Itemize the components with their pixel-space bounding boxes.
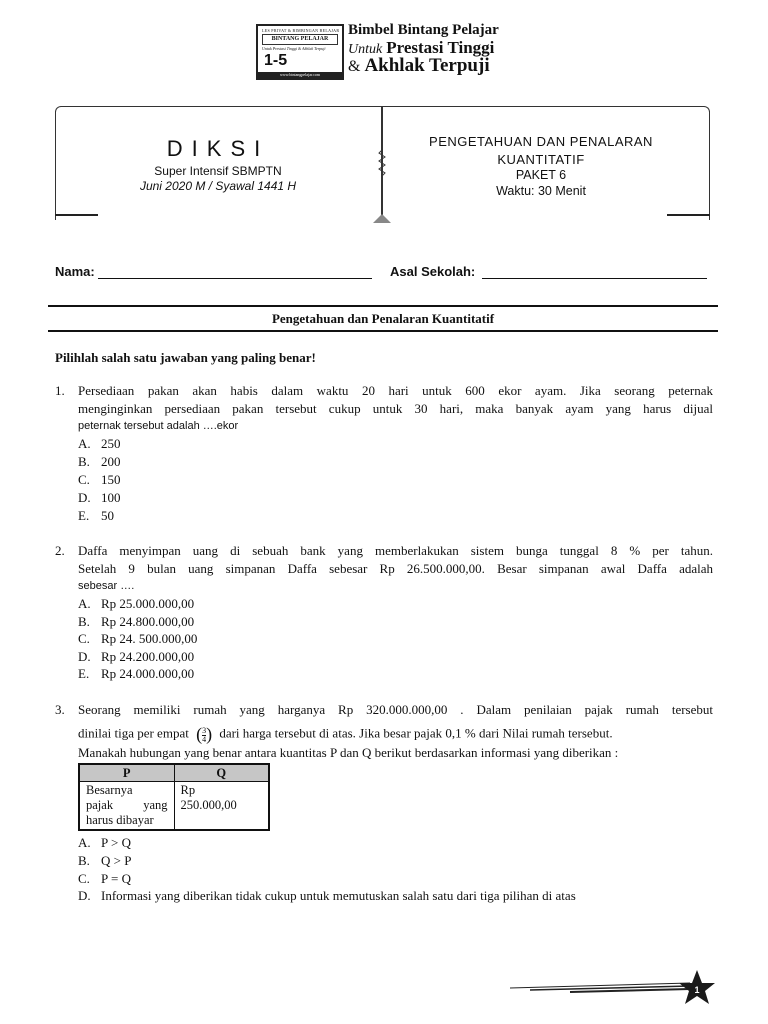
option-text: P > Q xyxy=(101,835,131,850)
subject-line-1: PENGETAHUAN DAN PENALARAN xyxy=(429,134,653,149)
option-label: A. xyxy=(78,436,91,451)
header-date: Juni 2020 M / Syawal 1441 H xyxy=(139,179,297,193)
option-text: Rp 25.000.000,00 xyxy=(101,596,195,611)
question-3-number: 3. xyxy=(55,702,65,717)
question-1-line: Persediaan pakan akan habis dalam waktu 20 hari untuk 600 ekor ayam. Jika seorang peternak xyxy=(78,383,713,398)
question-1-option-d[interactable] xyxy=(78,490,121,506)
brand-title: Bimbel Bintang Pelajar xyxy=(348,22,499,38)
question-3-line: Seorang memiliki rumah yang harganya Rp 320.000.000,00 . Dalam penilaian pajak rumah tersebut xyxy=(78,702,713,717)
logo-badge-top-text: LES PRIVAT & BIMBINGAN BELAJAR xyxy=(262,28,340,33)
question-3-line: Manakah hubungan yang benar antara kuantitas P dan Q berikut berdasarkan informasi yang diberikan : xyxy=(78,745,619,760)
package-label: PAKET 6 xyxy=(515,168,567,182)
option-text: 250 xyxy=(101,436,121,451)
option-text: Rp 24. 500.000,00 xyxy=(101,631,198,646)
logo-badge-number: 1-5 xyxy=(264,52,288,69)
school-field[interactable] xyxy=(482,278,707,279)
logo-badge-sub: Untuk Prestasi Tinggi & Akhlak Terpuji xyxy=(262,46,326,51)
brand-tagline-italic: Untuk xyxy=(348,42,383,57)
table-cell-q xyxy=(174,782,269,830)
option-text: Informasi yang diberikan tidak cukup untuk memutuskan salah satu dari tiga pilihan di atas xyxy=(101,888,576,903)
option-label: E. xyxy=(78,508,90,523)
option-text: 150 xyxy=(101,472,121,487)
option-label: E. xyxy=(78,666,90,681)
question-2-line: Daffa menyimpan uang di sebuah bank yang memberlakukan sistem bunga tunggal 8 % per tahun. xyxy=(78,543,713,558)
question-1-line: peternak tersebut adalah ….ekor xyxy=(78,420,239,432)
header-title: DIKSI xyxy=(166,136,270,161)
subject-line-2: KUANTITATIF xyxy=(497,152,585,167)
option-label: C. xyxy=(78,472,90,487)
question-1-option-e[interactable] xyxy=(78,508,114,524)
option-text: 200 xyxy=(101,454,121,469)
option-label: B. xyxy=(78,614,90,629)
question-2-option-c[interactable] xyxy=(78,631,197,647)
brand-tagline-2 xyxy=(348,55,490,77)
option-label: A. xyxy=(78,596,91,611)
brand-amp: & xyxy=(348,58,361,75)
header-subtitle: Super Intensif SBMPTN xyxy=(154,164,282,178)
fraction-numerator: 3 xyxy=(202,726,207,736)
instruction: Pilihlah salah satu jawaban yang paling benar! xyxy=(55,350,316,365)
option-text: Rp 24.200.000,00 xyxy=(101,649,195,664)
question-3-text-b: dari harga tersebut di atas. Jika besar pajak 0,1 % dari Nilai rumah tersebut. xyxy=(219,725,613,741)
question-2-option-d[interactable] xyxy=(78,649,194,665)
table-header-q: Q xyxy=(174,765,269,782)
question-3-line xyxy=(78,724,713,745)
header-triangle-icon xyxy=(373,214,391,223)
option-text: 50 xyxy=(101,508,114,523)
page-star-icon xyxy=(510,968,720,1008)
question-2-line: Setelah 9 bulan uang simpanan Daffa sebesar Rp 26.500.000,00. Besar simpanan awal Daffa adalah xyxy=(78,561,713,576)
logo-badge xyxy=(256,24,344,80)
option-label: C. xyxy=(78,631,90,646)
question-2-option-b[interactable] xyxy=(78,614,194,630)
section-rule-top xyxy=(48,305,718,307)
question-2-option-a[interactable] xyxy=(78,596,194,612)
question-1-line: menginginkan persediaan pakan tersebut cukup untuk 30 hari, maka banyak ayam yang harus dijual xyxy=(78,401,713,416)
section-title: Pengetahuan dan Penalaran Kuantitatif xyxy=(271,311,495,326)
question-2-option-e[interactable] xyxy=(78,666,194,682)
logo-badge-name: BINTANG PELAJAR xyxy=(262,34,338,45)
fraction: ($\frac{3}{4}$ ) xyxy=(196,724,213,745)
table-header-p: P xyxy=(80,765,175,782)
time-label: Waktu: 30 Menit xyxy=(496,184,586,198)
option-label: C. xyxy=(78,871,90,886)
option-label: D. xyxy=(78,649,91,664)
name-label: Nama: xyxy=(55,264,95,279)
table-cell-q-line: Rp xyxy=(180,783,196,797)
table-cell-p-line: Besarnya xyxy=(86,783,133,797)
header-foot-right xyxy=(667,214,710,216)
brand-tagline-bold-2: Akhlak Terpuji xyxy=(364,55,490,76)
question-3-text-a: dinilai tiga per empat xyxy=(78,725,189,741)
table-cell-p-line: harus dibayar xyxy=(86,813,154,827)
question-1-number: 1. xyxy=(55,383,65,398)
question-3-option-a[interactable] xyxy=(78,835,131,851)
page-number: 1 xyxy=(694,985,700,995)
option-label: A. xyxy=(78,835,91,850)
option-text: Rp 24.800.000,00 xyxy=(101,614,195,629)
table-cell-q-line: 250.000,00 xyxy=(180,798,237,812)
question-3-option-b[interactable] xyxy=(78,853,131,869)
section-rule-bottom xyxy=(48,330,718,332)
question-1-option-c[interactable] xyxy=(78,472,121,488)
table-cell-p xyxy=(80,782,175,830)
question-1-option-b[interactable] xyxy=(78,454,121,470)
header-foot-left xyxy=(55,214,98,216)
name-field[interactable] xyxy=(98,278,372,279)
option-label: B. xyxy=(78,853,90,868)
fraction-denominator: 4 xyxy=(202,735,207,745)
question-3-option-c[interactable] xyxy=(78,871,131,887)
option-text: Q > P xyxy=(101,853,132,868)
brand-tagline-bold: Prestasi Tinggi xyxy=(386,38,495,57)
option-text: Rp 24.000.000,00 xyxy=(101,666,195,681)
logo-badge-url: www.bintangpelajar.com xyxy=(258,72,342,78)
option-label: B. xyxy=(78,454,90,469)
question-2-line: sebesar …. xyxy=(78,580,135,592)
comparison-table xyxy=(78,763,270,831)
table-cell-p-line: pajak yang xyxy=(86,798,168,812)
school-label: Asal Sekolah: xyxy=(390,264,476,279)
question-1-option-a[interactable] xyxy=(78,436,121,452)
option-label: D. xyxy=(78,888,91,903)
question-3-option-d[interactable] xyxy=(78,888,576,904)
question-2-number: 2. xyxy=(55,543,65,558)
option-text: P = Q xyxy=(101,871,131,886)
option-label: D. xyxy=(78,490,91,505)
option-text: 100 xyxy=(101,490,121,505)
